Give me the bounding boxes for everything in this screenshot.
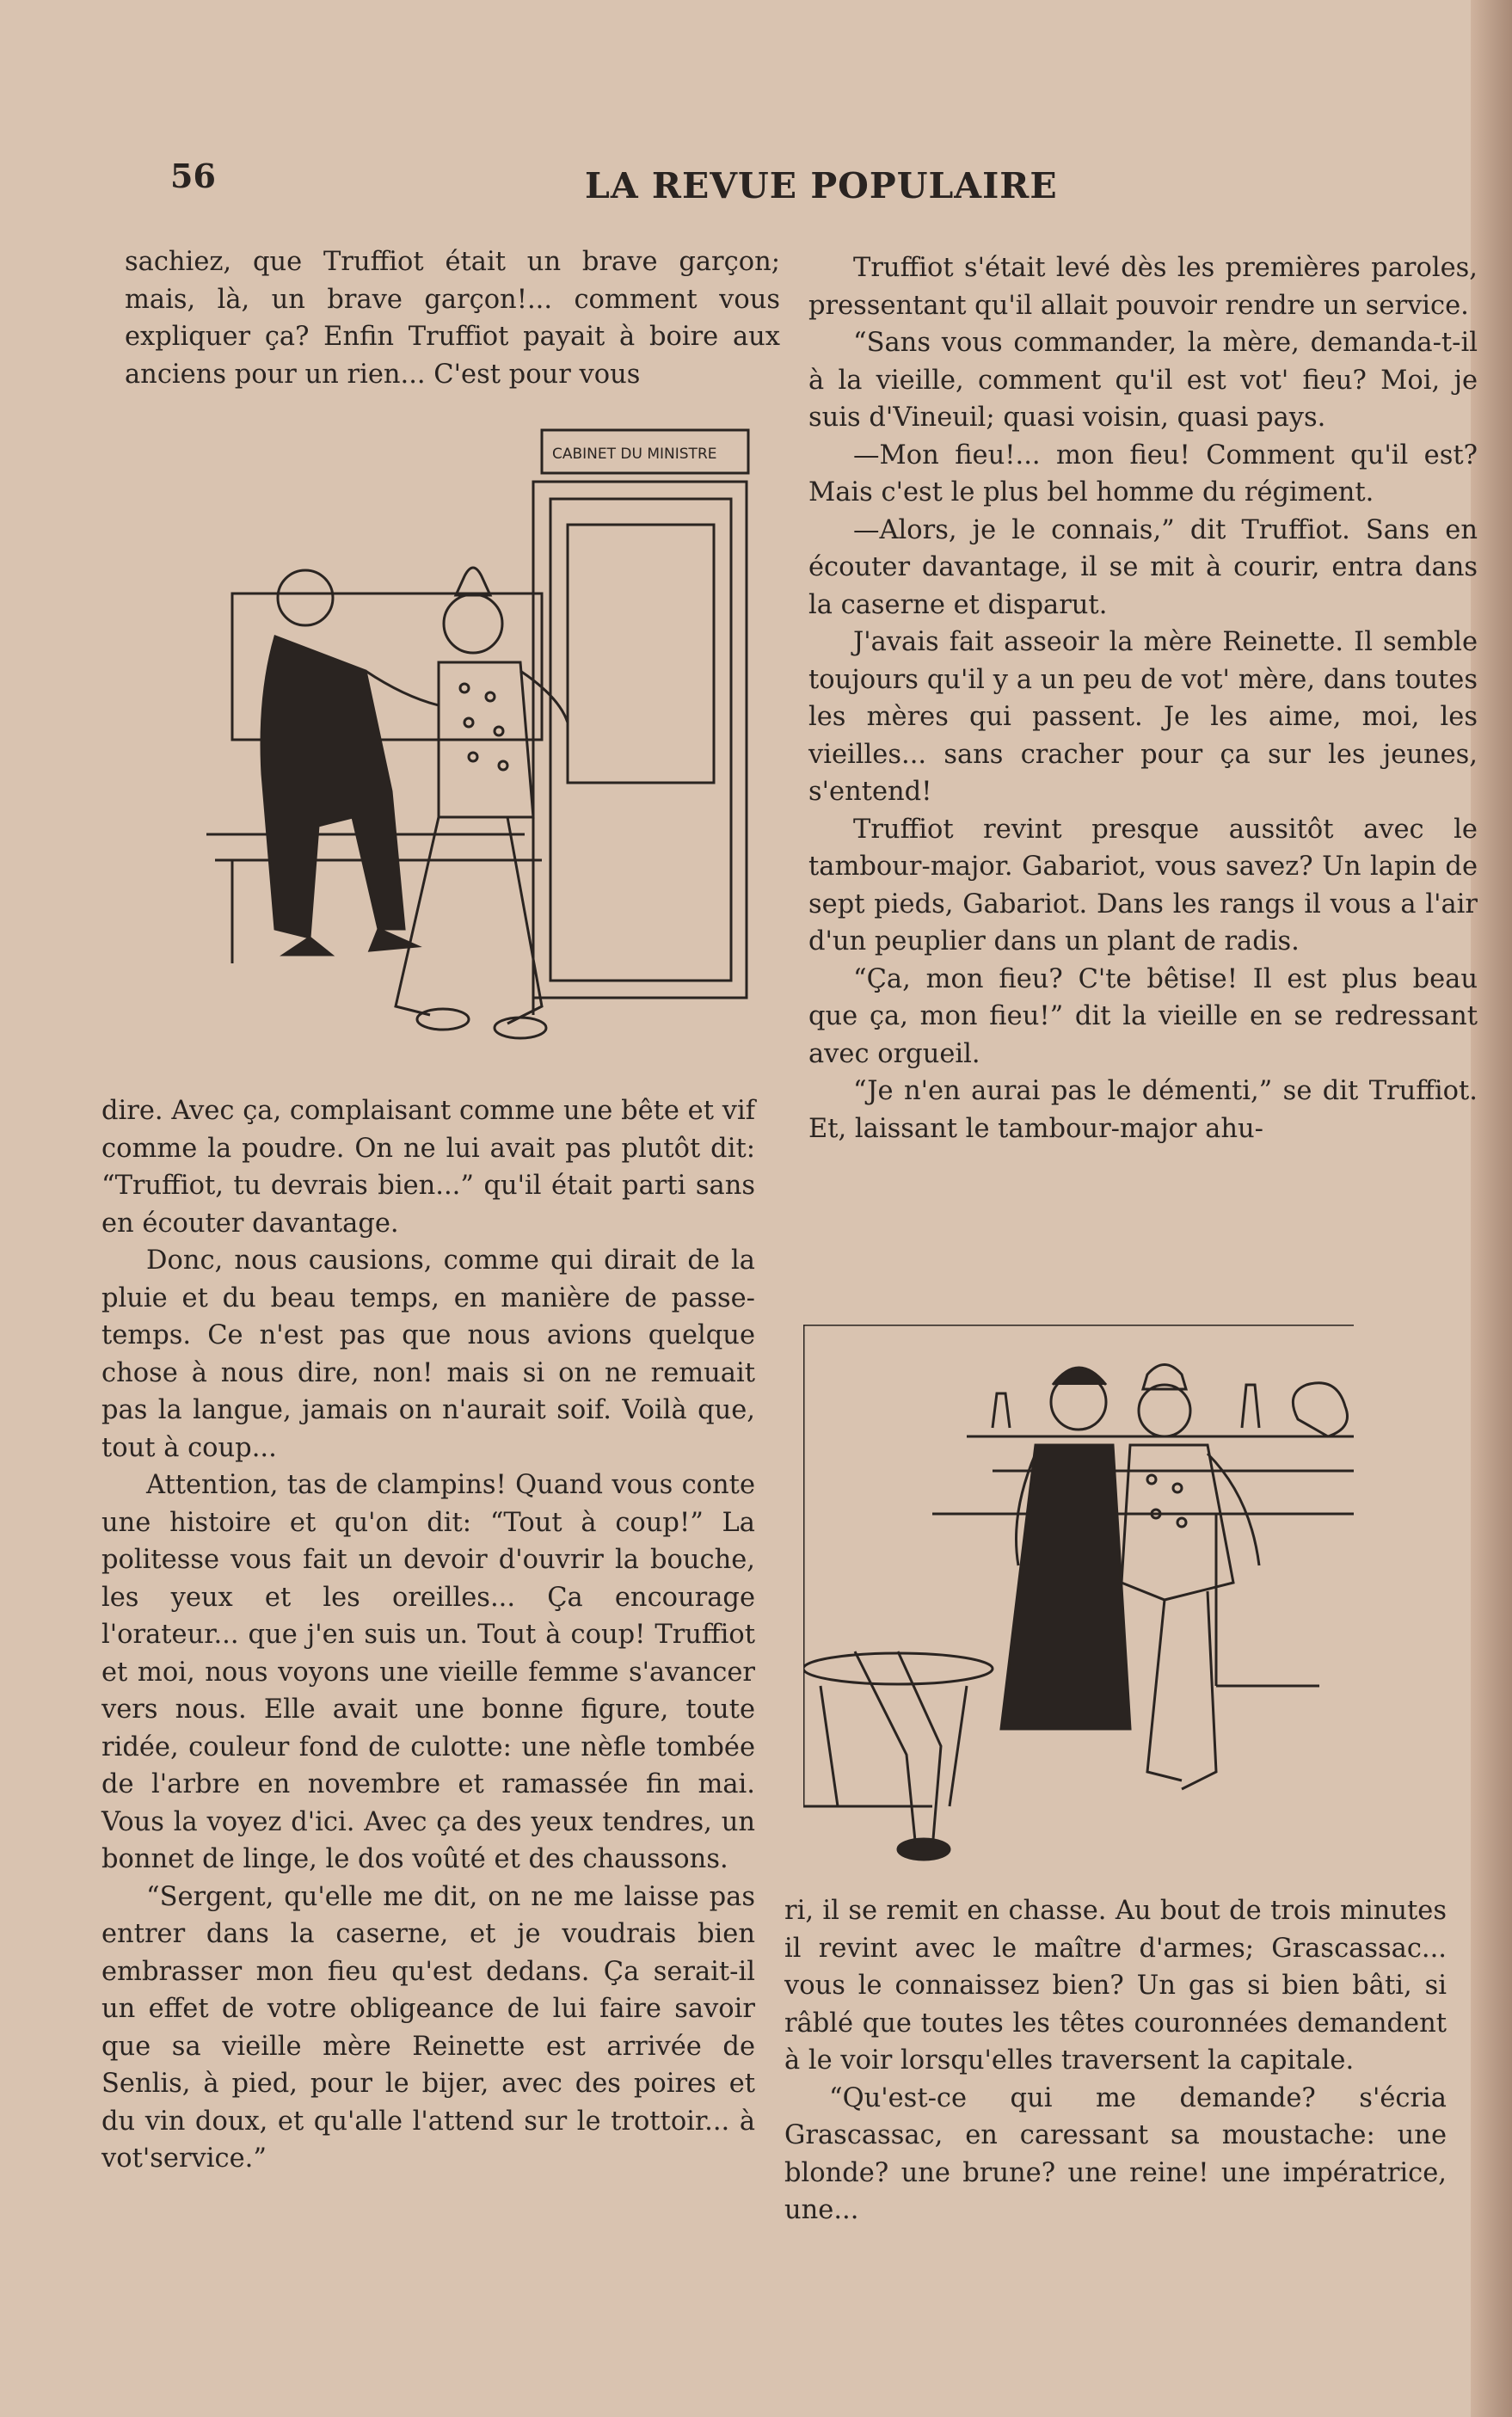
running-head: LA REVUE POPULAIRE bbox=[585, 165, 1058, 206]
left-column-top bbox=[125, 243, 780, 393]
paragraph: Truffiot revint presque aussitôt avec le tambour-major. Gabariot, vous savez? Un lapin de sept pieds, Gabariot. Dans les rangs il vous a l'air d'un peuplier dans un plant de radis. bbox=[808, 814, 1478, 956]
paragraph: ri, il se remit en chasse. Au bout de trois minutes il revint avec le maître d'armes; Grascassac... vous le connaissez bien? Un gas si bien bâti, si râblé que toutes les têtes couronnées demandent à le voir lorsqu'elles traversent la capitale. bbox=[784, 1896, 1447, 2076]
paragraph: “Je n'en aurai pas le démenti,” se dit Truffiot. Et, laissant le tambour-major ahu- bbox=[808, 1076, 1478, 1144]
paragraph: dire. Avec ça, complaisant comme une bête et vif comme la poudre. On ne lui avait pas plutôt dit: “Truffiot, tu devrais bien...” qu'il était parti sans en écouter davantage. bbox=[101, 1096, 755, 1239]
paragraph: “Sergent, qu'elle me dit, on ne me laisse pas entrer dans la caserne, et je voudrais bien embrasser mon fieu qu'est dedans. Ça serait-il un effet de votre obligeance de lui faire savoir que sa vieille mère Reinette est arrivée de Senlis, à pied, pour le bijer, avec des poires et du vin doux, et qu'alle l'attend sur le trottoir... à vot'service.” bbox=[101, 1881, 755, 2174]
paragraph: —Mon fieu!... mon fieu! Comment qu'il est? Mais c'est le plus bel homme du régiment. bbox=[808, 440, 1478, 507]
right-column-bottom bbox=[784, 1892, 1447, 2229]
illustration-sign-text: CABINET DU MINISTRE bbox=[552, 446, 717, 463]
illustration-soldiers-at-door bbox=[181, 413, 765, 1084]
illustration-woman-and-soldier bbox=[803, 1325, 1371, 1892]
page-number: 56 bbox=[170, 157, 216, 195]
paragraph: Truffiot s'était levé dès les premières paroles, pressentant qu'il allait pouvoir rendre un service. bbox=[808, 253, 1478, 321]
right-column-top bbox=[808, 249, 1478, 1147]
paragraph: “Qu'est-ce qui me demande? s'écria Grascassac, en caressant sa moustache: une blonde? une brune? une reine! une impératrice, une... bbox=[784, 2082, 1447, 2225]
paragraph: “Sans vous commander, la mère, demanda-t-il à la vieille, comment qu'il est vot' fieu? Moi, je suis d'Vineuil; quasi voisin, quasi pays. bbox=[808, 328, 1478, 433]
paragraph: —Alors, je le connais,” dit Truffiot. Sans en écouter davantage, il se mit à courir, entra dans la caserne et disparut. bbox=[808, 514, 1478, 620]
paragraph: Attention, tas de clampins! Quand vous conte une histoire et qu'on dit: “Tout à coup!” La politesse vous fait un devoir d'ouvrir la bouche, les yeux et les oreilles... Ça encourage l'orateur... que j'en suis un. Tout à coup! Truffiot et moi, nous voyons une vieille femme s'avancer vers nous. Elle avait une bonne figure, toute ridée, couleur fond de culotte: une nèfle tombée de l'arbre en novembre et ramassée fin mai. Vous la voyez d'ici. Avec ça des yeux tendres, un bonnet de linge, le dos voûté et des chaussons. bbox=[101, 1470, 755, 1874]
left-column-bottom bbox=[101, 1092, 755, 2178]
paragraph: sachiez, que Truffiot était un brave garçon; mais, là, un brave garçon!... comment vous expliquer ça? Enfin Truffiot payait à boire aux anciens pour un rien... C'est pour vous bbox=[125, 247, 780, 390]
paragraph: “Ça, mon fieu? C'te bêtise! Il est plus beau que ça, mon fieu!” dit la vieille en se redressant avec orgueil. bbox=[808, 963, 1478, 1069]
paragraph: Donc, nous causions, comme qui dirait de la pluie et du beau temps, en manière de passe-temps. Ce n'est pas que nous avions quelque chose à nous dire, non! mais si on ne remuait pas la langue, jamais on n'aurait soif. Voilà que, tout à coup... bbox=[101, 1245, 755, 1463]
paragraph: J'avais fait asseoir la mère Reinette. Il semble toujours qu'il y a un peu de vot' mère, dans toutes les mères qui passent. Je les aime, moi, les vieilles... sans cracher pour ça sur les jeunes, s'entend! bbox=[808, 627, 1478, 807]
